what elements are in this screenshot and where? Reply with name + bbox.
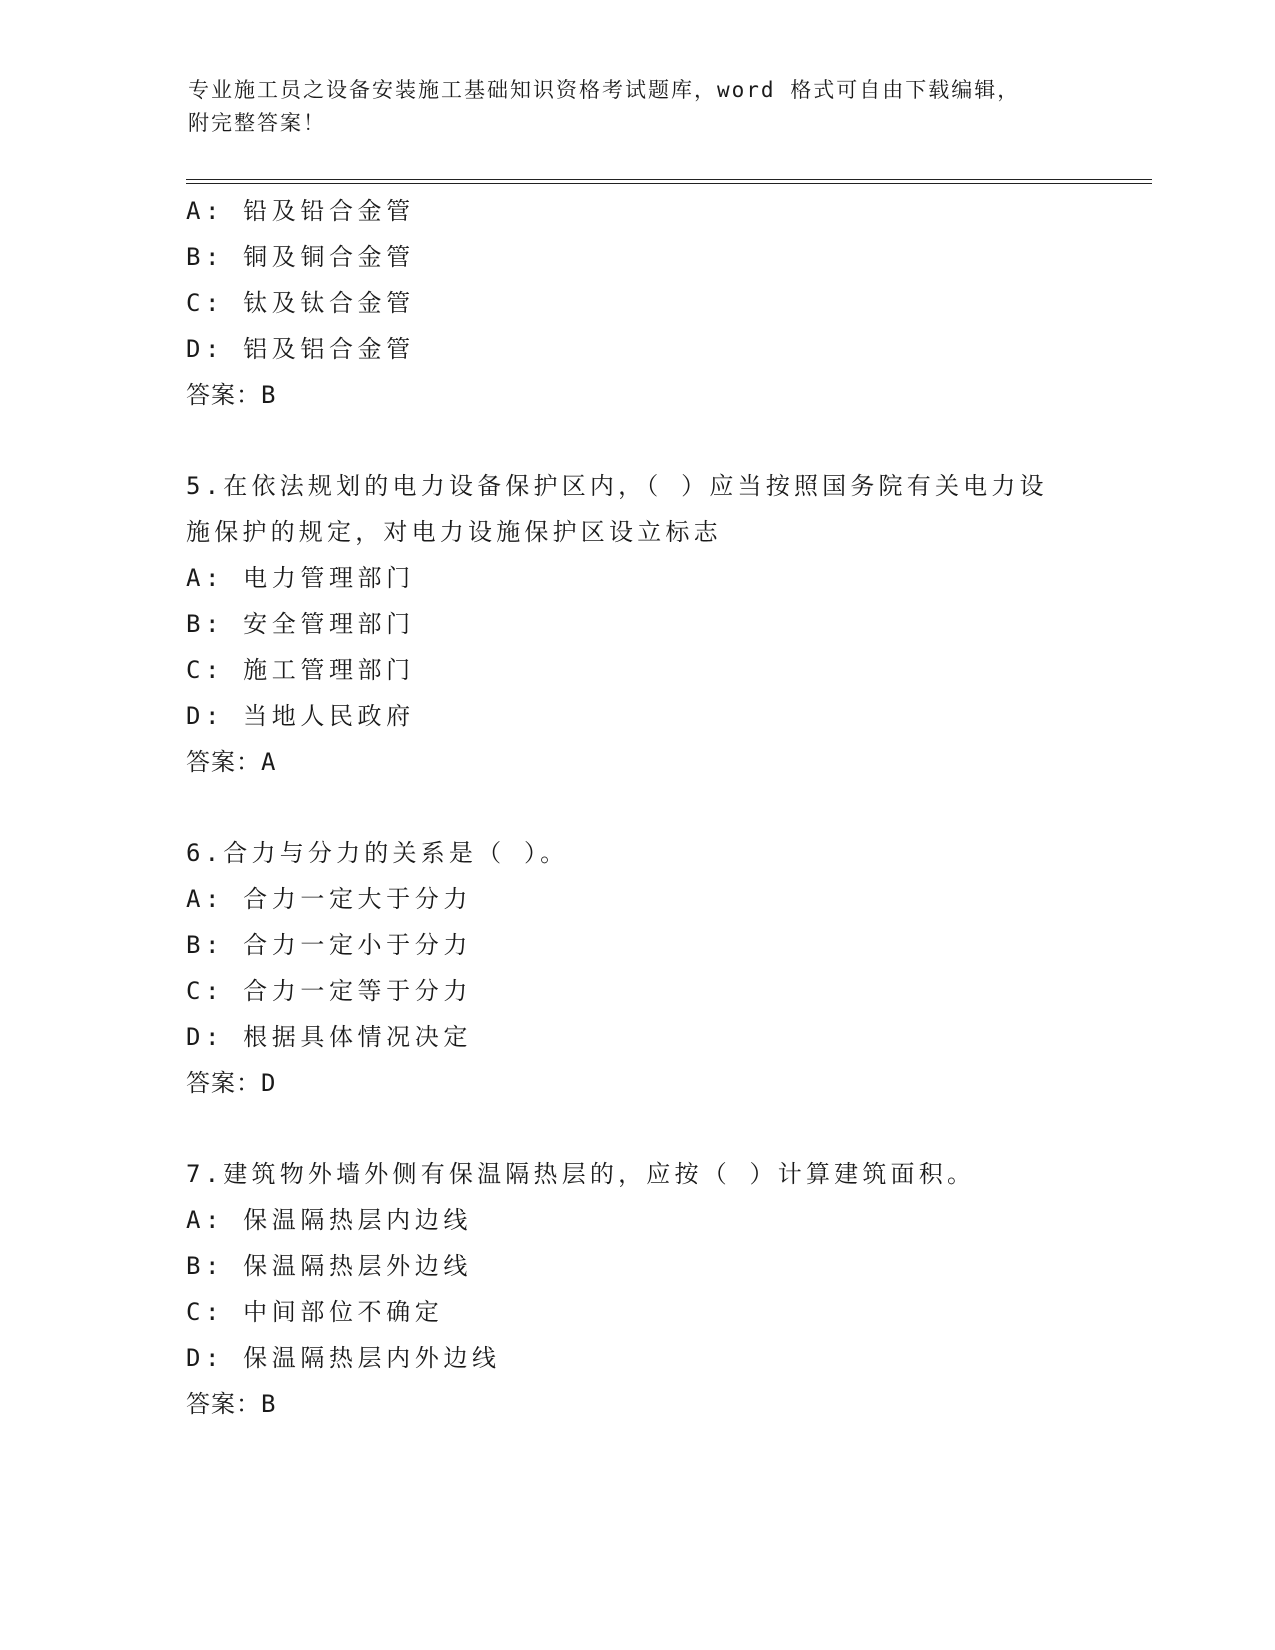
option-d: D: 根据具体情况决定 (186, 1023, 472, 1051)
option-b: B: 安全管理部门 (186, 610, 415, 638)
spacer (186, 418, 1126, 463)
option-d: D: 保温隔热层内外边线 (186, 1344, 501, 1372)
answer: 答案：D (186, 1069, 277, 1097)
question-7 (186, 1151, 1126, 1427)
question-stem-line-1: 5.在依法规划的电力设备保护区内，（ ）应当按照国务院有关电力设 (186, 472, 1048, 500)
question-stem-line-2: 施保护的规定，对电力设施保护区设立标志 (186, 518, 722, 546)
option-c: C: 施工管理部门 (186, 656, 415, 684)
option-d: D: 当地人民政府 (186, 702, 415, 730)
option-d: D: 铝及铝合金管 (186, 335, 415, 363)
header-divider-bottom (186, 183, 1152, 184)
option-c: C: 中间部位不确定 (186, 1298, 444, 1326)
question-stem-line-1: 6.合力与分力的关系是（ ）。 (186, 839, 569, 867)
option-b: B: 铜及铜合金管 (186, 243, 415, 271)
answer: 答案：A (186, 748, 277, 776)
option-b: B: 合力一定小于分力 (186, 931, 472, 959)
spacer (186, 785, 1126, 830)
header-line-2: 附完整答案！ (188, 111, 326, 135)
option-b: B: 保温隔热层外边线 (186, 1252, 472, 1280)
option-c: C: 合力一定等于分力 (186, 977, 472, 1005)
question-5 (186, 463, 1126, 785)
document-body (186, 188, 1126, 1427)
header-line-1: 专业施工员之设备安装施工基础知识资格考试题库，word 格式可自由下载编辑， (188, 78, 1021, 102)
question-4 (186, 188, 1126, 418)
document-header (188, 74, 1088, 140)
answer: 答案：B (186, 381, 277, 409)
option-a: A: 保温隔热层内边线 (186, 1206, 472, 1234)
option-a: A: 电力管理部门 (186, 564, 415, 592)
option-c: C: 钛及钛合金管 (186, 289, 415, 317)
spacer (186, 1106, 1126, 1151)
question-stem-line-1: 7.建筑物外墙外侧有保温隔热层的，应按（ ）计算建筑面积。 (186, 1160, 976, 1188)
answer: 答案：B (186, 1390, 277, 1418)
option-a: A: 铅及铅合金管 (186, 197, 415, 225)
option-a: A: 合力一定大于分力 (186, 885, 472, 913)
header-divider-top (186, 179, 1152, 180)
question-6 (186, 830, 1126, 1106)
